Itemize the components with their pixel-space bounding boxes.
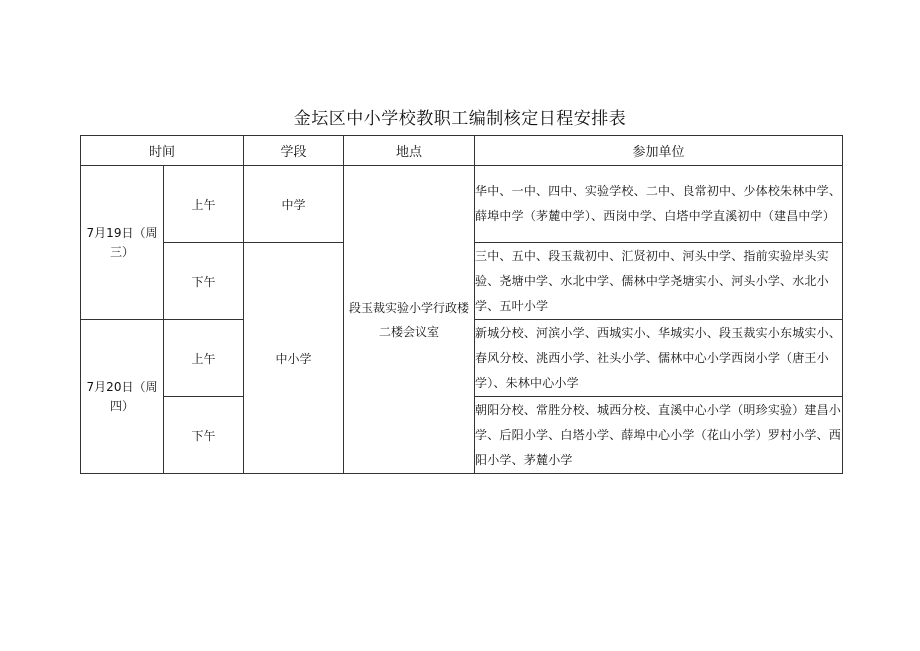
period-cell: 上午 bbox=[164, 166, 244, 243]
units-text: 朝阳分校、常胜分校、城西分校、直溪中心小学（明珍实验）建昌小学、后阳小学、白塔小学、薛埠中心小学（花山小学）罗村小学、西阳小学、茅麓小学 bbox=[475, 402, 842, 467]
units-cell bbox=[475, 166, 843, 243]
date-cell: 7月20日（周四） bbox=[81, 320, 164, 474]
units-text: 三中、五中、段玉裁初中、汇贤初中、河头中学、指前实验岸头实验、尧塘中学、水北中学、儒林中学尧塘实小、河头小学、水北小学、五叶小学 bbox=[475, 248, 829, 313]
level-cell: 中小学 bbox=[244, 243, 344, 474]
units-cell bbox=[475, 243, 843, 320]
units-cell bbox=[475, 320, 843, 397]
page-title: 金坛区中小学校教职工编制核定日程安排表 bbox=[293, 109, 627, 129]
period-cell: 上午 bbox=[164, 320, 244, 397]
units-cell bbox=[475, 397, 843, 474]
units-text: 华中、一中、四中、实验学校、二中、良常初中、少体校朱林中学、薛埠中学（茅麓中学）、西岗中学、白塔中学直溪初中（建昌中学） bbox=[475, 184, 842, 223]
table-header-row bbox=[81, 136, 843, 166]
period-cell: 下午 bbox=[164, 397, 244, 474]
header-level: 学段 bbox=[244, 136, 344, 166]
header-place: 地点 bbox=[344, 136, 475, 166]
level-cell: 中学 bbox=[244, 166, 344, 243]
schedule-table bbox=[80, 135, 843, 474]
date-cell: 7月19日（周三） bbox=[81, 166, 164, 320]
units-text: 新城分校、河滨小学、西城实小、华城实小、段玉裁实小东城实小、春风分校、洮西小学、社头小学、儒林中心小学西岗小学（唐王小学）、朱林中心小学 bbox=[475, 325, 842, 390]
period-cell: 下午 bbox=[164, 243, 244, 320]
header-time: 时间 bbox=[81, 136, 244, 166]
place-cell: 段玉裁实验小学行政楼二楼会议室 bbox=[344, 166, 475, 474]
header-units: 参加单位 bbox=[475, 136, 843, 166]
table-row bbox=[81, 166, 843, 243]
